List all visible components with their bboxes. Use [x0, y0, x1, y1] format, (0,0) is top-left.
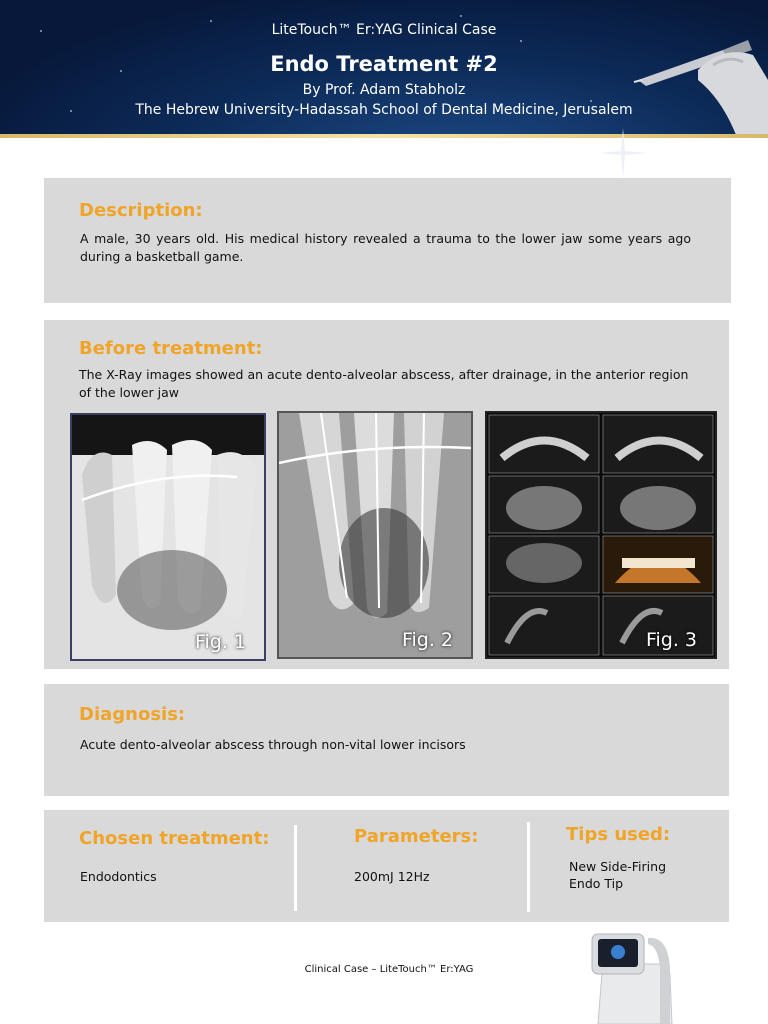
- header-gold-line: [0, 134, 768, 138]
- footer-text: Clinical Case – LiteTouch™ Er:YAG: [304, 964, 474, 975]
- page-title: Endo Treatment #2: [270, 52, 498, 76]
- diagnosis-heading: Diagnosis:: [79, 704, 186, 725]
- before-treatment-heading: Before treatment:: [79, 338, 263, 359]
- xray-figure-2: [277, 411, 473, 659]
- column-divider-2: [527, 822, 530, 912]
- laser-device-icon: [578, 928, 688, 1024]
- parameters-heading: Parameters:: [354, 826, 479, 847]
- parameters-value: 200mJ 12Hz: [354, 869, 430, 884]
- before-treatment-text: The X-Ray images showed an acute dento-alveolar abscess, after drainage, in the anterior region of the lower jaw: [79, 367, 689, 400]
- ct-figure-3: [485, 411, 717, 659]
- xray-figure-1: [70, 413, 266, 661]
- header-banner: [0, 0, 768, 134]
- header-subtitle: LiteTouch™ Er:YAG Clinical Case: [271, 22, 497, 38]
- description-text: A male, 30 years old. His medical history revealed a trauma to the lower jaw some years ago during a basketball game.: [80, 231, 691, 264]
- laser-handpiece-icon: [628, 20, 768, 134]
- header-institution: The Hebrew University-Hadassah School of Dental Medicine, Jerusalem: [135, 102, 633, 118]
- xray-2-image: [279, 413, 471, 657]
- header-author: By Prof. Adam Stabholz: [302, 82, 466, 98]
- diagnosis-text: Acute dento-alveolar abscess through non-vital lower incisors: [80, 737, 466, 752]
- tips-used-line-1: New Side-Firing: [569, 859, 667, 874]
- xray-1-image: [72, 415, 264, 659]
- figure-2-label: Fig. 2: [401, 629, 453, 651]
- figure-3-label: Fig. 3: [645, 629, 697, 651]
- figure-1-label: Fig. 1: [194, 631, 246, 653]
- ct-scan-grid-image: [487, 413, 715, 657]
- treatment-panel: [44, 810, 729, 922]
- diagnosis-panel: [44, 684, 729, 796]
- description-heading: Description:: [79, 200, 203, 221]
- before-treatment-panel: [44, 320, 729, 669]
- sparkle-icon: [598, 128, 648, 178]
- chosen-treatment-value: Endodontics: [80, 869, 157, 884]
- column-divider-1: [294, 825, 297, 911]
- tips-used-heading: Tips used:: [566, 824, 671, 845]
- tips-used-line-2: Endo Tip: [569, 876, 624, 891]
- description-panel: [44, 178, 731, 303]
- chosen-treatment-heading: Chosen treatment:: [79, 828, 270, 849]
